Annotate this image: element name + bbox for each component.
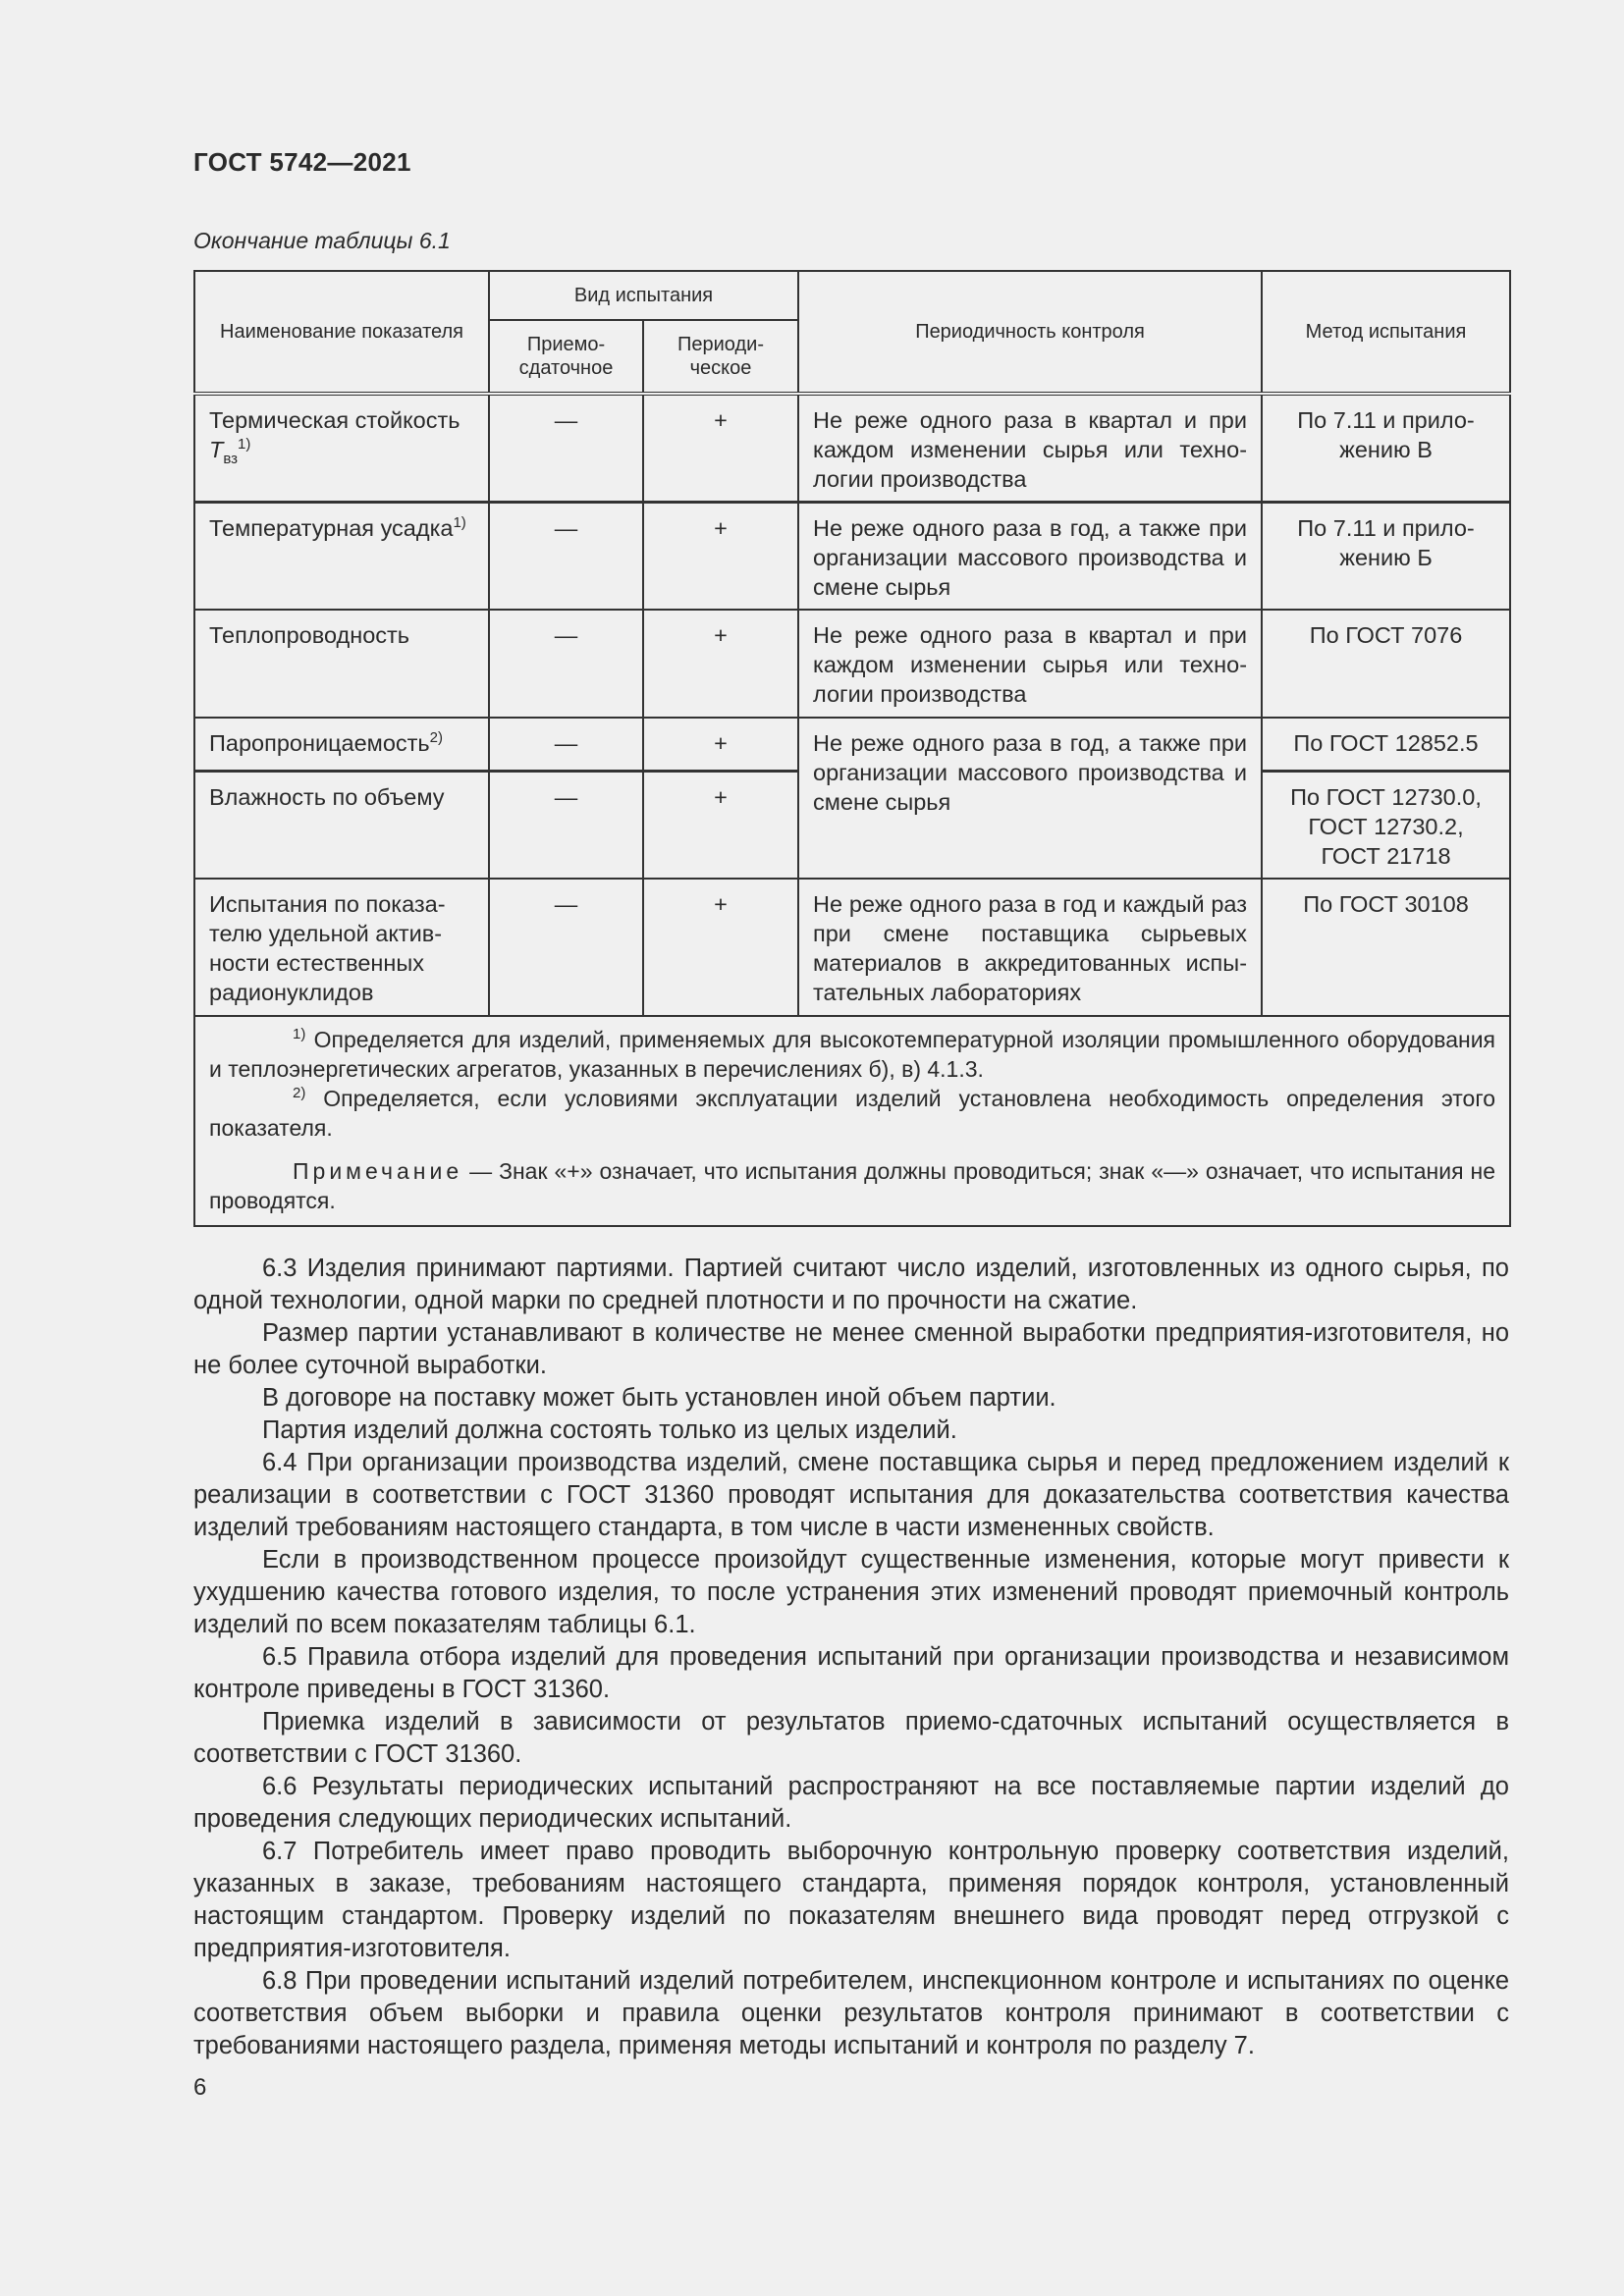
body-text xyxy=(193,1253,1509,2062)
cell-method: По ГОСТ 12730.0, ГОСТ 12730.2, ГОСТ 21718 xyxy=(1262,771,1510,879)
table-note xyxy=(209,1156,1495,1215)
paragraph: 6.3 Изделия принимают партиями. Партией считают число изделий, изготовленных из одного сырья, по одной технологии, одной марки по средней плотности и по прочности на сжатие. xyxy=(193,1255,1509,1314)
cell-frequency: Не реже одного раза в год и каждый раз при смене поставщика сырьевых материалов в аккредитованных испытательных лабораториях xyxy=(798,879,1262,1016)
table-row xyxy=(194,394,1510,502)
paragraph: 6.7 Потребитель имеет право проводить выборочную контрольную проверку соответствия изделий, указанных в заказе, требованиям настоящего стандарта, применяя порядок контроля, установленный настоящим стандартом. Проверку изделий по показателям внешнего вида проводят перед отгрузкой с предприятия-изготовителя. xyxy=(193,1838,1509,1962)
cell-acceptance: — xyxy=(489,771,643,879)
cell-frequency: Не реже одного раза в квартал и при каждом изменении сырья или технологии производства xyxy=(798,610,1262,718)
cell-acceptance: — xyxy=(489,394,643,502)
cell-indicator: Паропроницаемость$^{2)}$ xyxy=(194,718,489,771)
header-method: Метод испытания xyxy=(1262,271,1510,394)
cell-acceptance: — xyxy=(489,718,643,771)
table-footnotes-row xyxy=(194,1016,1510,1226)
table-caption: Окончание таблицы 6.1 xyxy=(193,228,451,253)
cell-indicator: Температурная усадка$^{1)}$ xyxy=(194,502,489,610)
cell-periodic: + xyxy=(643,879,798,1016)
paragraph: Если в производственном процессе произойдут существенные изменения, которые могут привести к ухудшению качества готового изделия, то после устранения этих изменений проводят приемочный контроль изделий по всем показателям таблицы 6.1. xyxy=(193,1546,1509,1638)
cell-method: По ГОСТ 30108 xyxy=(1262,879,1510,1016)
cell-method: По ГОСТ 7076 xyxy=(1262,610,1510,718)
footnote-1: $^{1)}$ Определяется для изделий, применяемых для высокотемпературной изоляции промышленного оборудования и теплоэнергетических агрегатов, указанных в перечислениях б), в) 4.1.3. xyxy=(209,1026,1496,1082)
cell-periodic: + xyxy=(643,718,798,771)
table-row xyxy=(194,502,1510,610)
table-row xyxy=(194,610,1510,718)
cell-frequency: Не реже одного раза в квартал и при каждом изменении сырья или технологии производства xyxy=(798,394,1262,502)
paragraph: Приемка изделий в зависимости от результатов приемо-сдаточных испытаний осуществляется в соответствии с ГОСТ 31360. xyxy=(193,1708,1509,1768)
cell-periodic: + xyxy=(643,610,798,718)
paragraph: 6.4 При организации производства изделий, смене поставщика сырья и перед предложением изделий к реализации в соответствии с ГОСТ 31360 проводят испытания для доказательства соответствия качества изделий требованиям настоящего стандарта, в том числе в части измененных свойств. xyxy=(193,1449,1509,1541)
cell-frequency: Не реже одного раза в год, а также при организации массового производства и смене сырья xyxy=(798,718,1262,879)
note-text: — Знак «+» означает, что испытания должны проводиться; знак «—» означает, что испытания не проводятся. xyxy=(209,1158,1496,1213)
page-number: 6 xyxy=(193,2074,207,2101)
cell-method: По 7.11 и приложению Б xyxy=(1262,502,1510,610)
paragraph: 6.6 Результаты периодических испытаний распространяют на все поставляемые партии изделий до проведения следующих периодических испытаний. xyxy=(193,1773,1509,1833)
cell-indicator: Испытания по показателю удельной активности естественных радионуклидов xyxy=(194,879,489,1016)
paragraph: Партия изделий должна состоять только из целых изделий. xyxy=(262,1416,957,1444)
header-acceptance: Приемо-сдаточное xyxy=(489,320,643,394)
header-frequency: Периодичность контроля xyxy=(798,271,1262,394)
table-head-row xyxy=(194,271,1510,320)
cell-indicator: Термическая стойкость $T_{вз}^{1)}$ xyxy=(194,394,489,502)
cell-indicator: Влажность по объему xyxy=(194,771,489,879)
cell-method: По 7.11 и приложению В xyxy=(1262,394,1510,502)
footnote-2: $^{2)}$ Определяется, если условиями эксплуатации изделий установлена необходимость определения этого показателя. xyxy=(209,1085,1496,1141)
cell-acceptance: — xyxy=(489,502,643,610)
paragraph: В договоре на поставку может быть установлен иной объем партии. xyxy=(262,1384,1056,1412)
header-test-type: Вид испытания xyxy=(489,271,798,320)
table-row xyxy=(194,718,1510,771)
table-footnotes xyxy=(194,1016,1510,1226)
cell-frequency: Не реже одного раза в год, а также при организации массового производства и смене сырья xyxy=(798,502,1262,610)
test-table xyxy=(193,270,1511,1227)
cell-periodic: + xyxy=(643,771,798,879)
table-row xyxy=(194,879,1510,1016)
cell-acceptance: — xyxy=(489,879,643,1016)
paragraph: 6.5 Правила отбора изделий для проведения испытаний при организации производства и независимом контроле приведены в ГОСТ 31360. xyxy=(193,1643,1509,1703)
note-label: Примечание xyxy=(293,1158,463,1184)
header-periodic: Периоди-ческое xyxy=(643,320,798,394)
cell-periodic: + xyxy=(643,502,798,610)
paragraph: Размер партии устанавливают в количестве не менее сменной выработки предприятия-изготовителя, но не более суточной выработки. xyxy=(193,1319,1509,1379)
cell-acceptance: — xyxy=(489,610,643,718)
paragraph: 6.8 При проведении испытаний изделий потребителем, инспекционном контроле и испытаниях по оценке соответствия объем выборки и правила оценки результатов контроля принимают в соответствии с требованиями настоящего раздела, применяя методы испытаний и контроля по разделу 7. xyxy=(193,1967,1509,2059)
cell-indicator: Теплопроводность xyxy=(194,610,489,718)
cell-method: По ГОСТ 12852.5 xyxy=(1262,718,1510,771)
cell-periodic: + xyxy=(643,394,798,502)
header-indicator: Наименование показателя xyxy=(194,271,489,394)
document-header: ГОСТ 5742—2021 xyxy=(193,147,411,177)
